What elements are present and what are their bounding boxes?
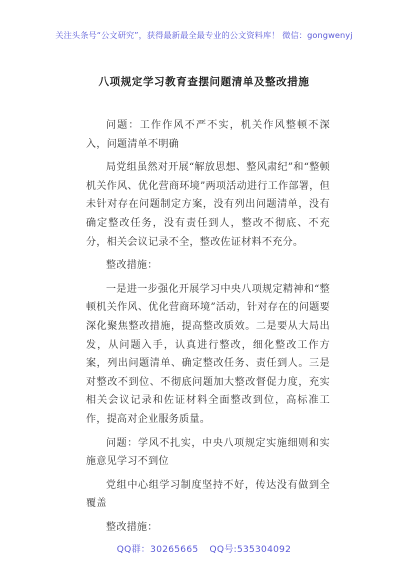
paragraph-measures-heading-2: 整改措施： [106, 521, 158, 533]
paragraph-problem-2: 问题：学风不扎实，中央八项规定实施细则和实施意见学习不到位 [86, 437, 330, 468]
paragraph-problem-1: 问题：工作作风不严不实，机关作风整顿不深入，问题清单不明确 [86, 120, 330, 150]
paragraph-problem-2-detail: 党组中心组学习制度坚持不好，传达没有做到全覆盖 [86, 479, 330, 510]
paragraph-problem-1-detail: 局党组虽然对开展“解放思想、整风肃纪”和“整顿机关作风、优化营商环境”两项活动进行工作部署，但未针对存在问题制定方案，没有列出问题清单，没有确定整改任务，没有责任到人，整改不彻底、不充分，相关会议记录不全，整改佐证材料不充分。 [86, 162, 330, 248]
header-note: 关注头条号“公文研究”，获得最新最全最专业的公文资料库！ 微信：gongwenyj [55, 30, 353, 40]
document-title: 八项规定学习教育查摆问题清单及整改措施 [98, 76, 310, 88]
paragraph-measures-1: 一是进一步强化开展学习中央八项规定精神和“整顿机关作风、优化营商环境”活动，针对存在的问题要深化聚焦整改措施，提高整改质效。二是要从大局出发，从问题入手，认真进行整改，细化整改工作方案，列出问题清单、确定整改任务、责任到人。三是对整改不到位、不彻底问题加大整改督促力度，充实相关会议记录和佐证材料全面整改到位，高标准工作，提高对企业服务质量。 [86, 283, 330, 425]
footer-qq-group: QQ群：30265665 [116, 545, 199, 555]
paragraph-measures-heading-1: 整改措施： [106, 260, 158, 272]
document-body [86, 117, 330, 537]
footer-contact [0, 542, 408, 555]
footer-qq-number: QQ号:535304092 [209, 545, 292, 555]
